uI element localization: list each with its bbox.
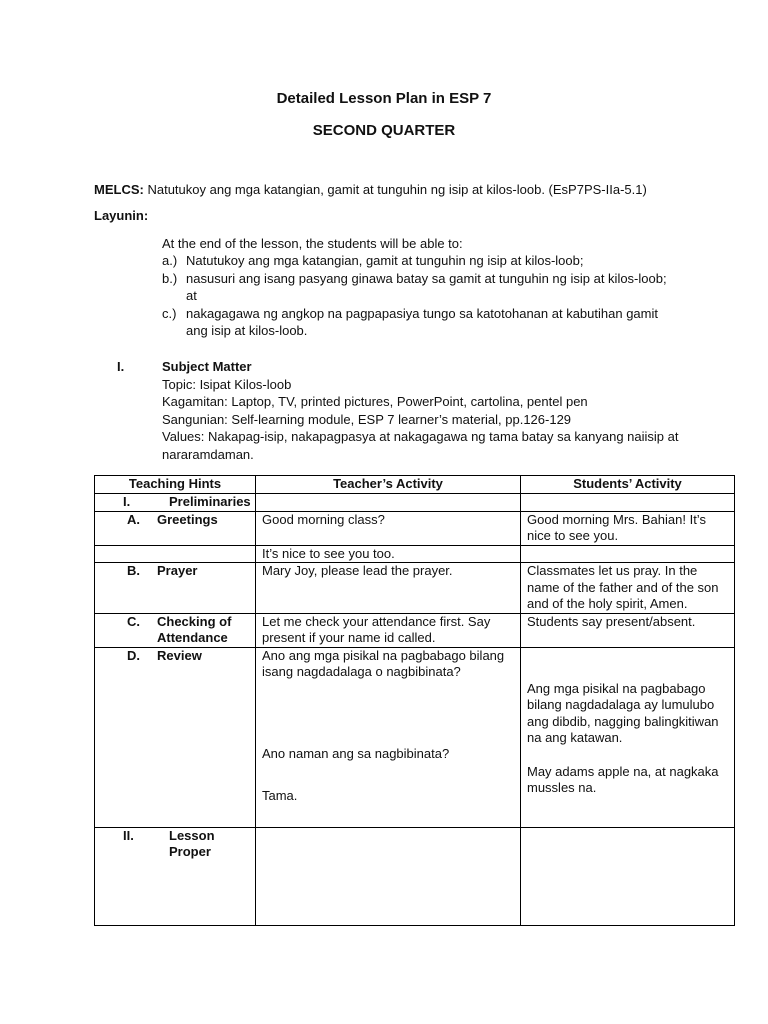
hint-marker: A. <box>127 511 140 527</box>
objective-text: nasusuri ang isang pasyang ginawa batay sa gamit at tunguhin ng isip at kilos-loob; <box>186 270 667 286</box>
hint-label: Greetings <box>157 511 218 527</box>
students-line: na ang katawan. <box>527 730 623 745</box>
table-row <box>95 827 735 925</box>
attendance-hint <box>101 614 249 647</box>
layunin-label: Layunin: <box>94 208 149 223</box>
table-row <box>95 494 735 512</box>
hint-label: Checking of <box>157 613 232 629</box>
objectives-list <box>162 252 667 340</box>
students-line: Ang mga pisikal na pagbabago <box>527 680 706 696</box>
header-students-activity: Students’ Activity <box>521 476 735 494</box>
students-line: ang dibdib, nagging balingkitiwan <box>527 713 719 729</box>
objective-item <box>162 305 667 323</box>
objective-text-continued: ang isip at kilos-loob. <box>186 323 308 338</box>
students-cell <box>521 563 735 614</box>
objective-text: Natutukoy ang mga katangian, gamit at tunguhin ng isip at kilos-loob; <box>186 253 584 268</box>
students-line: Students say present/absent. <box>527 613 696 629</box>
students-line: May adams apple na, at nagkaka <box>527 763 719 779</box>
lesson-plan-table <box>94 475 735 926</box>
subject-matter-numeral: I. <box>117 359 125 374</box>
hint-cell <box>95 494 256 512</box>
melcs-text: Natutukoy ang mga katangian, gamit at tunguhin ng isip at kilos-loob. (EsP7PS-IIa-5.1) <box>147 182 647 197</box>
objectives-intro: At the end of the lesson, the students will be able to: <box>162 236 463 251</box>
students-line: mussles na. <box>527 780 597 795</box>
teacher-line: Tama. <box>262 788 298 803</box>
students-line: nice to see you. <box>527 528 619 543</box>
table-header-row <box>95 476 735 494</box>
hint-cell <box>95 511 256 545</box>
topic-line: Topic: Isipat Kilos-loob <box>162 376 292 392</box>
teacher-cell <box>256 647 521 827</box>
preliminaries-hint <box>101 494 249 511</box>
hint-marker: C. <box>127 613 140 629</box>
students-line: bilang nagdadalaga ay lumulubo <box>527 697 715 712</box>
objective-text: nakagagawa ng angkop na pagpapasiya tungo sa katotohanan at kabutihan gamit <box>186 305 658 321</box>
header-teaching-hints: Teaching Hints <box>95 476 256 494</box>
teacher-line: Mary Joy, please lead the prayer. <box>262 563 453 578</box>
melcs-line <box>94 181 647 199</box>
hint-label: Review <box>157 647 202 663</box>
students-line: Good morning Mrs. Bahian! It’s <box>527 511 706 527</box>
students-cell <box>521 613 735 647</box>
objective-item <box>162 252 667 270</box>
lesson-proper-hint <box>101 828 249 861</box>
hint-marker: B. <box>127 563 140 578</box>
hint-marker: II. <box>123 827 134 843</box>
students-line: name of the father and of the son <box>527 579 719 595</box>
teacher-line: Ano ang mga pisikal na pagbabago bilang <box>262 647 505 663</box>
subject-matter-heading: Subject Matter <box>162 359 252 374</box>
objective-item <box>162 270 667 288</box>
hint-cell <box>95 647 256 827</box>
teacher-line: Let me check your attendance first. Say <box>262 613 491 629</box>
table-row <box>95 563 735 614</box>
teacher-cell <box>256 545 521 563</box>
values-line: Values: Nakapag-isip, nakapagpasya at nakagagawa ng tama batay sa kanyang naiisip at <box>162 429 679 444</box>
hint-label: Lesson <box>169 827 215 843</box>
hint-label: Attendance <box>157 630 228 645</box>
melcs-label: MELCS: <box>94 182 144 197</box>
teacher-line: It’s nice to see you too. <box>262 545 395 561</box>
teacher-cell <box>256 511 521 545</box>
table-row <box>95 613 735 647</box>
document-title: Detailed Lesson Plan in ESP 7 <box>276 90 492 107</box>
values-line-continued: nararamdaman. <box>162 446 254 462</box>
objective-marker: a.) <box>162 253 178 268</box>
hint-cell <box>95 613 256 647</box>
hint-cell <box>95 563 256 614</box>
review-hint <box>101 648 249 665</box>
sangunian-line: Sangunian: Self-learning module, ESP 7 learner’s material, pp.126-129 <box>162 411 572 427</box>
hint-label: Proper <box>169 844 211 859</box>
hint-marker: D. <box>127 647 140 663</box>
header-teachers-activity: Teacher’s Activity <box>256 476 521 494</box>
teacher-cell <box>256 563 521 614</box>
subject-matter-block <box>162 358 679 463</box>
teacher-line: present if your name id called. <box>262 630 436 645</box>
kagamitan-line: Kagamitan: Laptop, TV, printed pictures, PowerPoint, cartolina, pentel pen <box>162 394 588 409</box>
students-line: and of the holy spirit, Amen. <box>527 596 688 611</box>
table-row <box>95 647 735 827</box>
teacher-line: Good morning class? <box>262 511 385 527</box>
greetings-hint <box>101 512 249 529</box>
students-cell <box>521 511 735 545</box>
hint-label: Preliminaries <box>169 494 251 509</box>
hint-cell <box>95 827 256 925</box>
students-cell <box>521 647 735 827</box>
hint-marker: I. <box>123 494 131 509</box>
students-line: Classmates let us pray. In the <box>527 563 698 578</box>
teacher-line: isang nagdadalaga o nagbibinata? <box>262 664 461 679</box>
hint-label: Prayer <box>157 563 198 578</box>
teacher-cell <box>256 613 521 647</box>
objective-text-continued: at <box>186 288 197 303</box>
table-row <box>95 545 735 563</box>
table-row <box>95 511 735 545</box>
quarter-heading: SECOND QUARTER <box>312 122 456 139</box>
prayer-hint <box>101 563 249 580</box>
teacher-line: Ano naman ang sa nagbibinata? <box>262 745 450 761</box>
objective-marker: b.) <box>162 270 178 286</box>
objective-marker: c.) <box>162 305 177 321</box>
